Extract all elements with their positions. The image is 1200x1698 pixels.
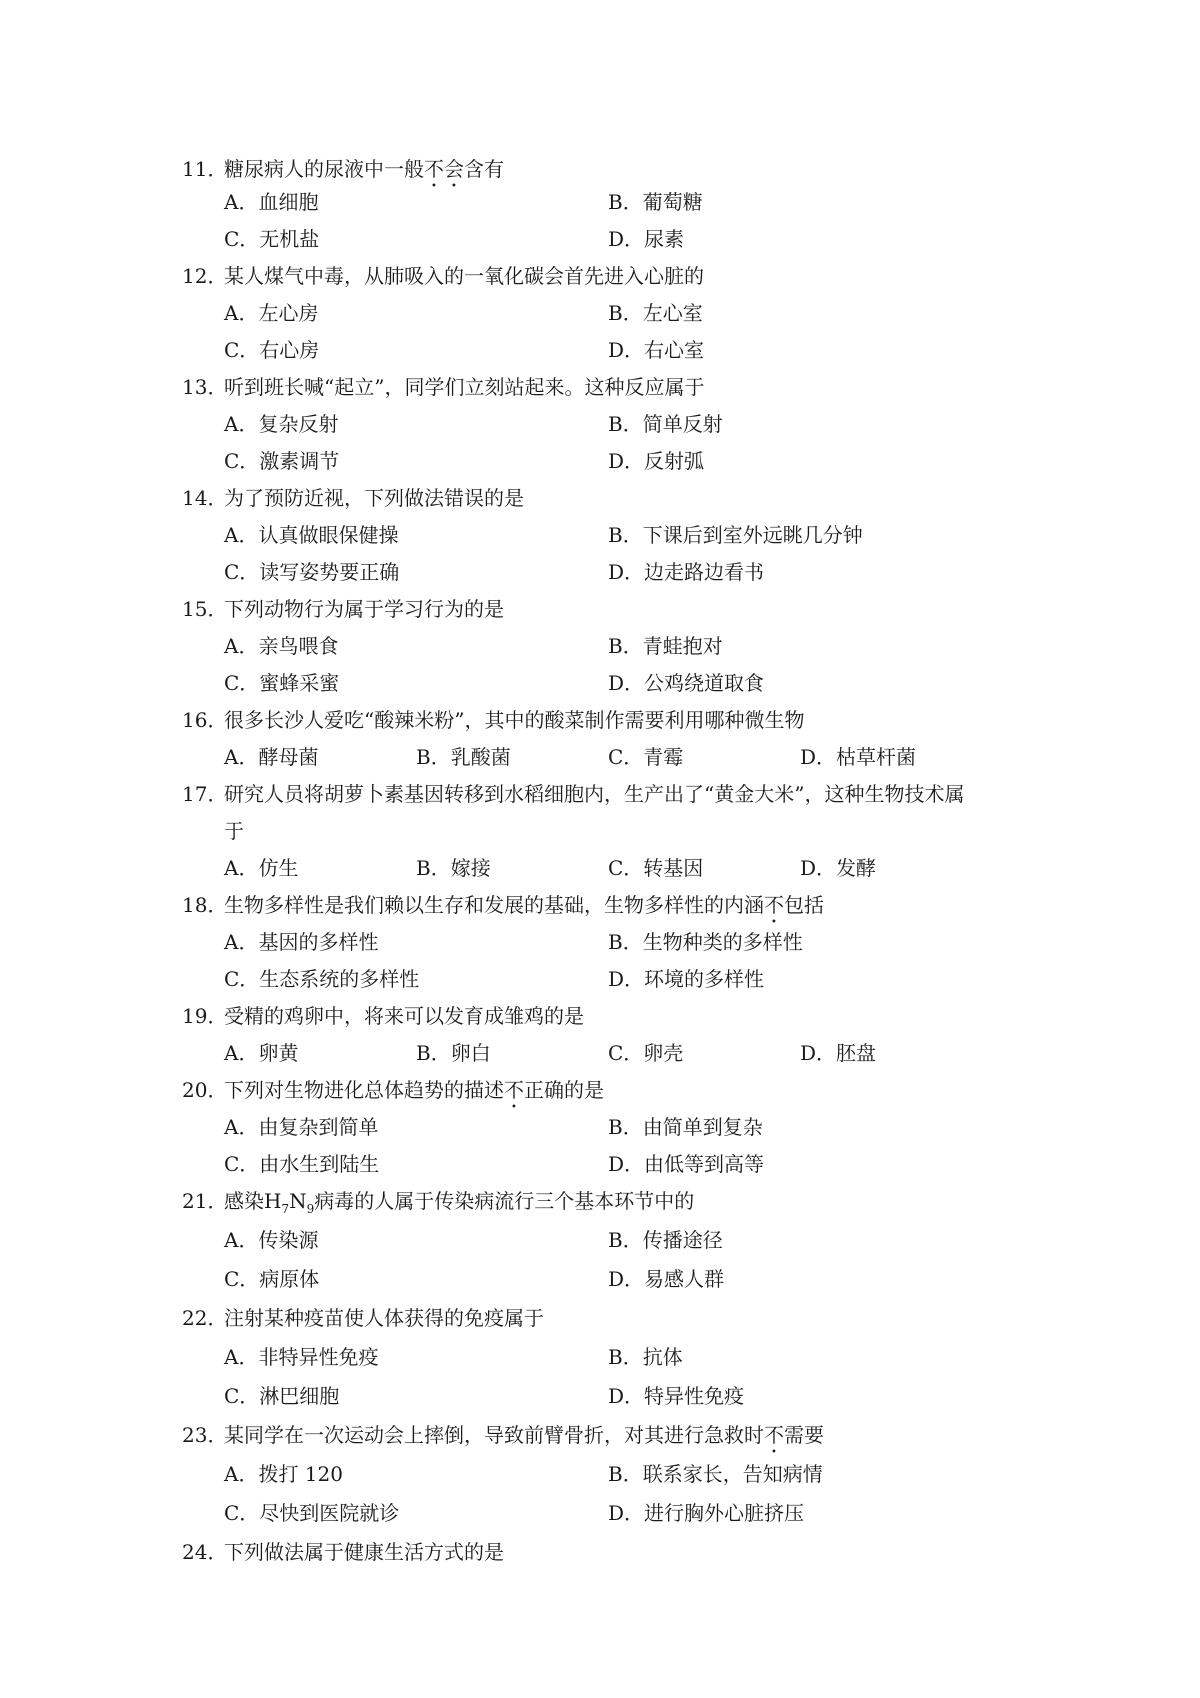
question-number: 20．: [182, 1078, 228, 1102]
option-c: C．转基因: [608, 856, 704, 880]
option-b: B．联系家长，告知病情: [608, 1462, 823, 1486]
question-text: 生物多样性是我们赖以生存和发展的基础，生物多样性的内涵: [224, 893, 764, 917]
option-c: C．卵壳: [608, 1041, 684, 1065]
option-a: A．卵黄: [224, 1041, 299, 1065]
subscript: 9: [306, 1202, 315, 1216]
option-c: C．尽快到医院就诊: [224, 1501, 400, 1525]
option-d: D．特异性免疫: [608, 1384, 745, 1408]
question-number: 24．: [182, 1540, 228, 1564]
option-a: A．由复杂到简单: [224, 1115, 379, 1139]
question-text: 受精的鸡卵中，将来可以发育成雏鸡的是: [224, 1004, 584, 1028]
question-number: 18．: [182, 893, 228, 917]
option-c: C．生态系统的多样性: [224, 967, 420, 991]
option-d: D．尿素: [608, 227, 685, 251]
option-a: A．酵母菌: [224, 745, 319, 769]
option-a: A．左心房: [224, 301, 319, 325]
question-20: [182, 1078, 604, 1113]
emphasized-text: 不会: [424, 157, 464, 181]
question-number: 17．: [182, 782, 228, 806]
question-21: [182, 1189, 695, 1216]
option-a: A．传染源: [224, 1228, 319, 1252]
question-12: [182, 264, 704, 288]
question-text: 某同学在一次运动会上摔倒，导致前臂骨折，对其进行急救时: [224, 1423, 764, 1447]
question-16: [182, 708, 804, 732]
option-c: C．读写姿势要正确: [224, 560, 400, 584]
question-text: 注射某种疫苗使人体获得的免疫属于: [224, 1306, 544, 1330]
question-number: 21．: [182, 1189, 228, 1213]
option-c: C．右心房: [224, 338, 320, 362]
option-b: B．传播途径: [608, 1228, 723, 1252]
question-text: 下列动物行为属于学习行为的是: [224, 597, 504, 621]
subscript: 7: [281, 1202, 290, 1216]
option-d: D．发酵: [800, 856, 877, 880]
question-text: 很多长沙人爱吃“酸辣米粉”，其中的酸菜制作需要利用哪种微生物: [224, 708, 805, 732]
question-text-mid: N: [289, 1189, 307, 1213]
question-text: 听到班长喊“起立”，同学们立刻站起来。这种反应属于: [224, 375, 705, 399]
option-b: B．嫁接: [416, 856, 491, 880]
option-a: A．亲鸟喂食: [224, 634, 339, 658]
option-c: C．青霉: [608, 745, 684, 769]
option-c: C．无机盐: [224, 227, 320, 251]
option-b: B．下课后到室外远眺几分钟: [608, 523, 863, 547]
option-a: A．基因的多样性: [224, 930, 379, 954]
option-a: A．非特异性免疫: [224, 1345, 379, 1369]
question-15: [182, 597, 504, 621]
option-d: D．胚盘: [800, 1041, 877, 1065]
option-a: A．复杂反射: [224, 412, 339, 436]
option-b: B．青蛙抱对: [608, 634, 723, 658]
question-text-end: 包括: [784, 893, 824, 917]
option-b: B．由简单到复杂: [608, 1115, 763, 1139]
question-text: 某人煤气中毒，从肺吸入的一氧化碳会首先进入心脏的: [224, 264, 704, 288]
question-text: 下列对生物进化总体趋势的描述: [224, 1078, 504, 1102]
option-b: B．乳酸菌: [416, 745, 511, 769]
option-b: B．卵白: [416, 1041, 491, 1065]
option-a: A．仿生: [224, 856, 299, 880]
question-text-end: 需要: [784, 1423, 824, 1447]
option-d: D．易感人群: [608, 1267, 725, 1291]
question-number: 15．: [182, 597, 228, 621]
question-19: [182, 1004, 584, 1028]
question-number: 14．: [182, 486, 228, 510]
option-c: C．激素调节: [224, 449, 340, 473]
question-number: 11．: [182, 157, 228, 181]
option-a: A．拨打 120: [224, 1462, 343, 1486]
question-text-end: 正确的是: [524, 1078, 604, 1102]
question-text-end: 含有: [464, 157, 504, 181]
option-c: C．淋巴细胞: [224, 1384, 340, 1408]
option-b: B．简单反射: [608, 412, 723, 436]
option-b: B．抗体: [608, 1345, 683, 1369]
question-text: 下列做法属于健康生活方式的是: [224, 1540, 504, 1564]
emphasized-text: 不: [764, 1423, 784, 1447]
question-text: 糖尿病人的尿液中一般: [224, 157, 424, 181]
option-c: C．由水生到陆生: [224, 1152, 380, 1176]
emphasized-text: 不: [764, 893, 784, 917]
option-c: C．病原体: [224, 1267, 320, 1291]
question-text: 为了预防近视，下列做法错误的是: [224, 486, 524, 510]
question-11: [182, 157, 504, 192]
question-17: [182, 782, 964, 806]
question-number: 19．: [182, 1004, 228, 1028]
option-d: D．枯草杆菌: [800, 745, 917, 769]
question-number: 16．: [182, 708, 228, 732]
question-text-end: 病毒的人属于传染病流行三个基本环节中的: [314, 1189, 695, 1213]
question-number: 22．: [182, 1306, 228, 1330]
question-23: [182, 1423, 824, 1458]
question-22: [182, 1306, 544, 1330]
question-24: [182, 1540, 504, 1564]
question-14: [182, 486, 524, 510]
option-b: B．左心室: [608, 301, 703, 325]
question-13: [182, 375, 704, 399]
question-18: [182, 893, 824, 928]
option-c: C．蜜蜂采蜜: [224, 671, 340, 695]
option-d: D．由低等到高等: [608, 1152, 765, 1176]
emphasized-text: 不: [504, 1078, 524, 1102]
option-b: B．生物种类的多样性: [608, 930, 803, 954]
question-text-continued: 于: [224, 819, 244, 843]
option-d: D．右心室: [608, 338, 705, 362]
question-number: 23．: [182, 1423, 228, 1447]
question-number: 12．: [182, 264, 228, 288]
question-text: 感染H: [224, 1189, 282, 1213]
option-d: D．进行胸外心脏挤压: [608, 1501, 805, 1525]
option-d: D．反射弧: [608, 449, 705, 473]
option-a: A．血细胞: [224, 190, 319, 214]
question-text: 研究人员将胡萝卜素基因转移到水稻细胞内，生产出了“黄金大米”，这种生物技术属: [224, 782, 965, 806]
question-number: 13．: [182, 375, 228, 399]
option-d: D．边走路边看书: [608, 560, 765, 584]
option-a: A．认真做眼保健操: [224, 523, 399, 547]
option-b: B．葡萄糖: [608, 190, 703, 214]
option-d: D．环境的多样性: [608, 967, 765, 991]
option-d: D．公鸡绕道取食: [608, 671, 765, 695]
